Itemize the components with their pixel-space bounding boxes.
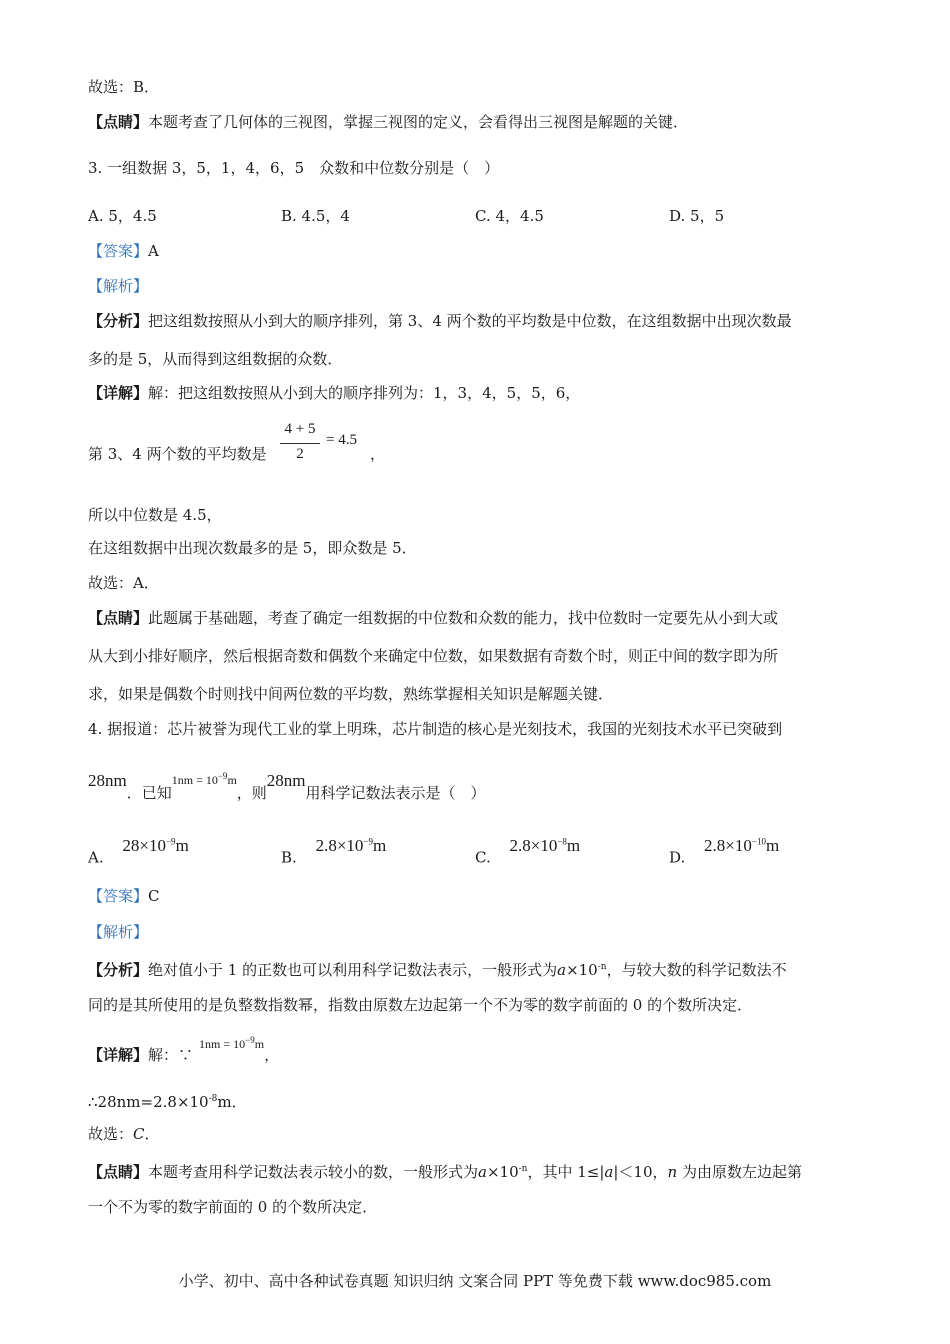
q4-option-d-letter: D. [669,848,686,867]
q4-nm-def [172,773,237,787]
q3-xiangjie-line-4: 在这组数据中出现次数最多的是 5，即众数是 5． [88,539,417,557]
question-4-line-1: 4. 据报道：芯片被誉为现代工业的掌上明珠，芯片制造的核心是光刻技术，我国的光刻技术水平已突破到 [88,720,783,738]
q4-option-a-letter: A. [88,848,104,867]
q4-option-d-base: 2.8×10 [704,835,752,855]
fenxi-text-1: 把这组数按照从小到大的顺序排列，第 3、4 两个数的平均数是中位数，在这组数据中出现次数最 [148,312,792,330]
q4-nm-unit: m [227,773,237,787]
exponent: -n [597,962,607,972]
fraction-formula [280,421,380,471]
exponent: -n [518,1164,528,1174]
q3-option-d: D. 5，5 [669,207,725,225]
q4-fenxi-line-2: 同的是其所使用的是负整数指数幂，指数由原数左边起第一个不为零的数字前面的 0 的个数所决定． [88,996,753,1014]
comma: ， [370,445,386,463]
dianjing-text-1: 此题属于基础题，考查了确定一组数据的中位数和众数的能力，找中位数时一定要先从小到大或 [148,609,779,627]
fenxi-text-d: ，与较大数的科学记数法不 [606,961,787,979]
fenxi-tag: 【分析】 [88,312,149,330]
q4-28nm-b: 28nm [266,771,306,790]
q3-dianjing-line-1 [88,608,778,628]
therefore-exp: -8 [208,1094,218,1104]
var-a-abs: a [604,1163,614,1181]
q4-option-d [669,835,780,868]
q4-option-a [88,835,189,868]
q4-xj-nm-unit: m [254,1037,265,1051]
q4-text-question: 用科学记数法表示是（ ） [305,784,486,802]
q3-option-c: C. 4，4.5 [475,207,544,225]
times-ten: ×10 [486,1163,519,1181]
q4-option-d-expr [704,836,779,855]
q4-xj-nm-def [199,1037,264,1051]
answer-tag: 【答案】 [88,887,149,905]
answer-value: A [148,242,159,260]
fenxi-tag: 【分析】 [88,961,149,979]
question-3: 3. 一组数据 3，5，1，4，6，5 众数和中位数分别是（ ） [88,159,500,177]
select-prefix: 故选： [88,1125,134,1143]
q4-option-b-letter: B. [281,848,297,867]
q4-nm-exp: −9 [217,771,228,781]
xiangjie-text-1: 解：把这组数按照从小到大的顺序排列为：1，3，4，5，5，6， [148,384,581,402]
q4-option-c-base: 2.8×10 [509,835,558,855]
q4-option-c-unit: m [566,835,581,855]
q4-select-c [88,1124,160,1144]
comment-tag: 【点睛】 [88,113,149,131]
fraction-numerator: 4 + 5 [284,421,316,437]
xiangjie-text-2: 第 3、4 两个数的平均数是 [88,445,267,463]
page-footer: 小学、初中、高中各种试卷真题 知识归纳 文案合同 PPT 等免费下载 www.doc985.com [178,1272,772,1290]
q4-option-a-unit: m [175,835,189,855]
q4-option-d-exp: −10 [751,836,766,846]
q4-fenxi-line-1 [88,957,787,980]
dianjing-text-a: 本题考查用科学记数法表示较小的数，一般形式为 [148,1163,479,1181]
q4-option-a-expr [122,836,188,855]
comment-text: 本题考查了几何体的三视图，掌握三视图的定义，会看得出三视图是解题的关键． [148,113,689,131]
comment-line-q2 [88,112,688,132]
xiangjie-tag: 【详解】 [88,1046,149,1064]
fenxi-text-a: 绝对值小于 1 的正数也可以利用科学记数法表示，一般形式为 [148,961,558,979]
q3-xiangjie-line-3: 所以中位数是 4.5， [88,506,222,524]
select-b-line: 故选：B． [88,78,160,96]
q3-fenxi-line-2: 多的是 5，从而得到这组数据的众数． [88,350,343,368]
q3-dianjing-line-2: 从大到小排好顺序，然后根据奇数和偶数个来确定中位数，如果数据有奇数个时，则正中间的数字即为所 [88,647,779,665]
q4-28nm-a: 28nm [88,771,127,790]
q3-answer [88,241,159,261]
q4-text-then: ，则 [236,784,267,802]
q4-option-c-exp: −8 [557,836,567,846]
dianjing-tag: 【点睛】 [88,1163,149,1181]
dianjing-text-f: |＜10， [613,1163,668,1181]
q3-option-a: A. 5，4.5 [88,207,157,225]
q3-fenxi-line-1 [88,311,792,331]
q3-xiangjie-line-2 [88,444,267,464]
fraction-result: = 4.5 [326,432,357,448]
answer-tag: 【答案】 [88,242,149,260]
therefore-unit: m． [217,1093,247,1111]
q4-option-b-base: 2.8×10 [315,835,364,855]
q4-option-d-unit: m [765,835,780,855]
q4-option-a-exp: −9 [165,836,176,846]
q3-select-a: 故选：A． [88,574,159,592]
q4-option-c-letter: C. [475,848,491,867]
q3-xiangjie-line-1 [88,383,580,403]
q4-xj-nm-base: 1nm = 10 [199,1037,246,1051]
times-ten: ×10 [566,961,598,979]
dianjing-text-h: 为由原数左边起第 [677,1163,802,1181]
q4-option-b-exp: −9 [363,836,373,846]
q4-xiangjie-line-2 [88,1089,247,1112]
therefore-expr: ∴28nm=2.8×10 [88,1093,209,1111]
q4-option-c-expr [510,836,581,855]
answer-value: C [148,887,160,905]
q4-option-b-unit: m [373,835,387,855]
select-period: ． [144,1125,160,1143]
dianjing-tag: 【点睛】 [88,609,149,627]
q4-option-c [475,835,581,868]
xiangjie-tag: 【详解】 [88,384,149,402]
xiangjie-comma: ， [264,1046,280,1064]
select-letter: C [133,1125,145,1143]
fraction-denominator: 2 [296,446,304,462]
q4-xiangjie-line-1 [88,1035,280,1066]
var-a: a [478,1163,487,1181]
question-4-line-2 [88,771,486,804]
q3-dianjing-line-3: 求，如果是偶数个时则找中间两位数的平均数，熟练掌握相关知识是解题关键． [88,685,614,703]
q4-xj-nm-exp: −9 [245,1035,255,1045]
q4-option-b [281,835,387,868]
q4-option-b-expr [316,836,387,855]
q4-nm-base: 1nm = 10 [171,773,218,787]
dianjing-text-d: ，其中 1≤| [527,1163,605,1181]
var-n: n [667,1163,678,1181]
var-a: a [557,961,567,979]
q3-option-b: B. 4.5，4 [281,207,350,225]
q4-dianjing-line-2: 一个不为零的数字前面的 0 的个数所决定． [88,1198,378,1216]
xiangjie-because: 解：∵ [148,1046,194,1064]
q4-dianjing-line-1 [88,1159,802,1182]
q4-option-a-base: 28×10 [122,835,166,855]
q4-text-known: ．已知 [126,784,172,802]
q3-analysis-tag: 【解析】 [88,277,149,295]
fraction-bar [280,443,320,444]
q4-analysis-tag: 【解析】 [88,923,149,941]
q4-answer [88,886,160,906]
